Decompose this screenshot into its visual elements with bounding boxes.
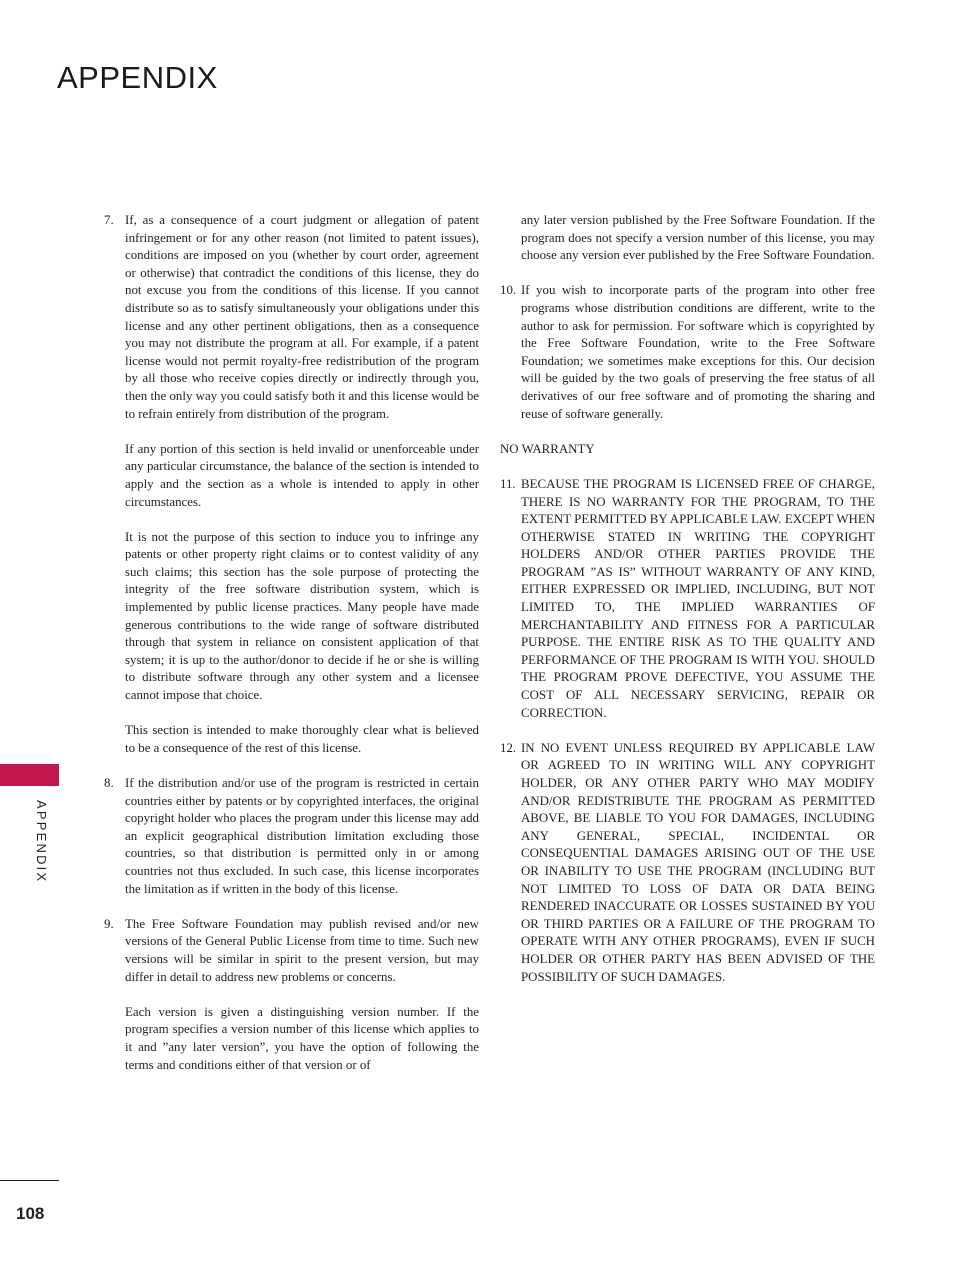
item-paragraph: Each version is given a distinguishing version number. If the program specifies a version number of this license which applies to it and ”any later version”, you have the option of following the terms and conditions either of that version or of xyxy=(125,1004,479,1072)
license-item-7 xyxy=(104,212,479,757)
license-item-11 xyxy=(500,476,875,722)
item-number: 7. xyxy=(104,213,114,227)
license-item-10 xyxy=(500,282,875,423)
item-paragraph: It is not the purpose of this section to induce you to infringe any patents or other property right claims or to contest validity of any such claims; this section has the sole purpose of protecting the integrity of the free software distribution system, which is implemented by public license practices. Many people have made generous contributions to the wide range of software distributed through that system in reliance on consistent application of that system; it is up to the author/donor to decide if he or she is willing to distribute software through any other system and a licensee cannot impose that choice. xyxy=(125,529,479,703)
page-title: APPENDIX xyxy=(57,60,218,95)
item-paragraph: If any portion of this section is held invalid or unenforceable under any particular circumstance, the balance of the section is intended to apply and the section as a whole is intended to apply in other circumstances. xyxy=(125,441,479,509)
item-paragraph: If you wish to incorporate parts of the program into other free programs whose distribution conditions are different, write to the author to ask for permission. For software which is copyrighted by the Free Software Foundation, write to the Free Software Foundation; we sometimes make exceptions for this. Our decision will be guided by the two goals of preserving the free status of all derivatives of our free software and of promoting the sharing and reuse of software generally. xyxy=(521,283,875,421)
item-paragraph: This section is intended to make thoroughly clear what is believed to be a consequence of the rest of this license. xyxy=(125,723,479,755)
license-item-9 xyxy=(104,916,479,1074)
no-warranty-heading: NO WARRANTY xyxy=(500,441,595,456)
page-number: 108 xyxy=(16,1204,45,1223)
item-paragraph: If, as a consequence of a court judgment or allegation of patent infringement or for any other reason (not limited to patent issues), conditions are imposed on you (whether by court order, agreement or otherwise) that contradict the conditions of this license, they do not excuse you from the conditions of this license. If you cannot distribute so as to satisfy simultaneously your obligations under this license and any other pertinent obligations, then as a consequence you may not distribute the program at all. For example, if a patent license would not permit royalty-free redistribution of the program by all those who receive copies directly or indirectly through you, then the only way you could satisfy both it and this license would be to refrain entirely from distribution of the program. xyxy=(125,213,479,421)
license-item-8 xyxy=(104,775,479,898)
item-number: 8. xyxy=(104,776,114,790)
license-item-12 xyxy=(500,740,875,986)
item-paragraph: The Free Software Foundation may publish revised and/or new versions of the General Public License from time to time. Such new versions will be similar in spirit to the present version, but may differ in detail to address new problems or concerns. xyxy=(125,916,479,984)
item-number: 9. xyxy=(104,916,114,931)
footer-divider xyxy=(0,1180,59,1181)
left-column xyxy=(104,212,479,1092)
item-paragraph: If the distribution and/or use of the program is restricted in certain countries either by patents or by copyrighted interfaces, the original copyright holder who places the program under this license may add an explicit geographical distribution limitation excluding those countries, so that distribution is permitted only in or among countries not thus excluded. In such case, this license incorporates the limitation as if written in the body of this license. xyxy=(125,776,479,896)
right-column xyxy=(500,212,875,1004)
section-tab-marker xyxy=(0,764,59,786)
item-number: 10. xyxy=(500,283,517,298)
item-paragraph: IN NO EVENT UNLESS REQUIRED BY APPLICABLE LAW OR AGREED TO IN WRITING WILL ANY COPYRIGHT HOLDER, OR ANY OTHER PARTY WHO MAY MODIFY AND/OR REDISTRIBUTE THE PROGRAM AS PERMITTED ABOVE, BE LIABLE TO YOU FOR DAMAGES, INCLUDING ANY GENERAL, SPECIAL, INCIDENTAL OR CONSEQUENTIAL DAMAGES ARISING OUT OF THE USE OR INABILITY TO USE THE PROGRAM (INCLUDING BUT NOT LIMITED TO LOSS OF DATA OR DATA BEING RENDERED INACCURATE OR LOSSES SUSTAINED BY YOU OR THIRD PARTIES OR A FAILURE OF THE PROGRAM TO OPERATE WITH ANY OTHER PROGRAMS), EVEN IF SUCH HOLDER OR OTHER PARTY HAS BEEN ADVISED OF THE POSSIBILITY OF SUCH DAMAGES. xyxy=(521,740,875,984)
item-9-continuation: any later version published by the Free Software Foundation. If the program does not specify a version number of this license, you may choose any version ever published by the Free Software Foundation. xyxy=(521,213,875,263)
section-side-label: APPENDIX xyxy=(34,800,49,884)
item-number: 11. xyxy=(500,476,516,491)
item-number: 12. xyxy=(500,740,517,755)
item-paragraph: BECAUSE THE PROGRAM IS LICENSED FREE OF CHARGE, THERE IS NO WARRANTY FOR THE PROGRAM, TO THE EXTENT PERMITTED BY APPLICABLE LAW. EXCEPT WHEN OTHERWISE STATED IN WRITING THE COPYRIGHT HOLDERS AND/OR OTHER PARTIES PROVIDE THE PROGRAM ”AS IS” WITHOUT WARRANTY OF ANY KIND, EITHER EXPRESSED OR IMPLIED, INCLUDING, BUT NOT LIMITED TO, THE IMPLIED WARRANTIES OF MERCHANTABILITY AND FITNESS FOR A PARTICULAR PURPOSE. THE ENTIRE RISK AS TO THE QUALITY AND PERFORMANCE OF THE PROGRAM IS WITH YOU. SHOULD THE PROGRAM PROVE DEFECTIVE, YOU ASSUME THE COST OF ALL NECESSARY SERVICING, REPAIR OR CORRECTION. xyxy=(521,476,875,720)
